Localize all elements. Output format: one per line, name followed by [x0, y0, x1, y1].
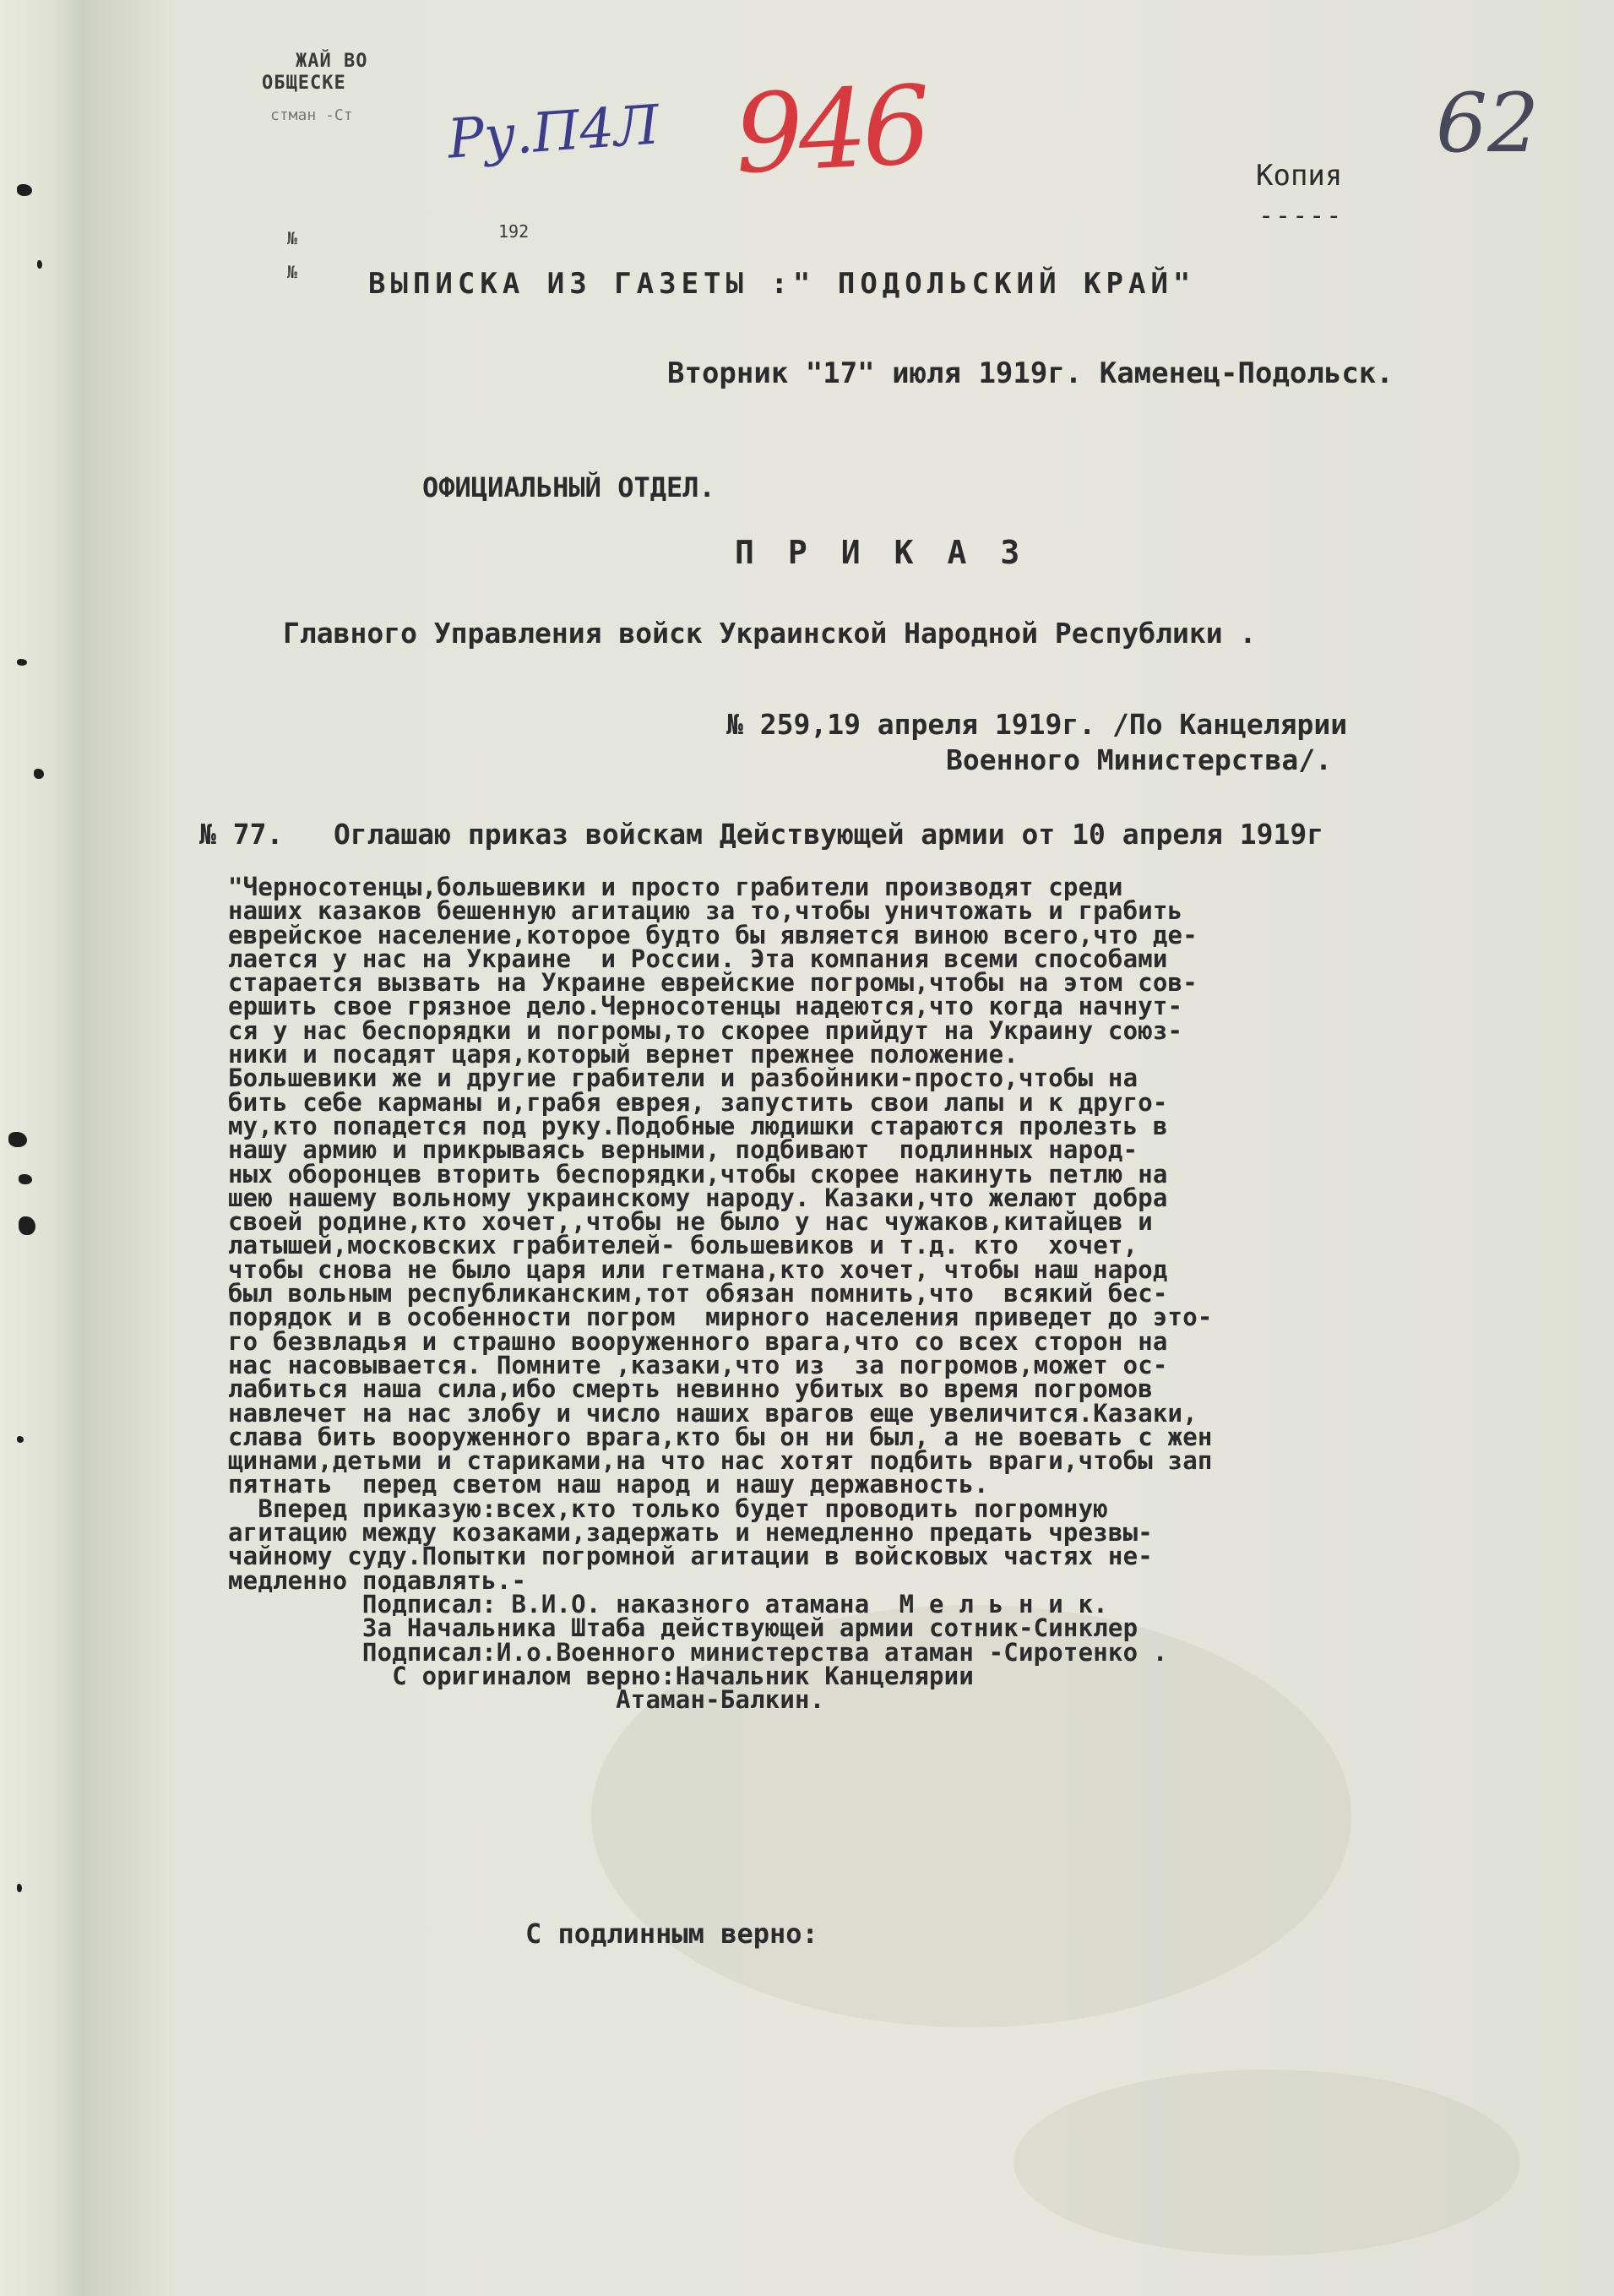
- body-line: медленно подавлять.-: [228, 1565, 527, 1595]
- punch-hole: [34, 769, 44, 779]
- body-line: навлечет на нас злобу и число наших врагов еще увеличится.Казаки,: [228, 1398, 1198, 1428]
- body-line: ных оборонцев вторить беспорядки,чтобы скорее накинуть петлю на: [228, 1159, 1168, 1189]
- punch-hole: [17, 1884, 22, 1892]
- handwritten-archive-number: 946: [731, 63, 930, 199]
- stamp-line: №: [287, 262, 298, 282]
- copy-underline: -----: [1258, 201, 1344, 231]
- body-line: нашу армию и прикрываясь верными, подбивают подлинных народ-: [228, 1135, 1138, 1165]
- handwritten-reference: Ру.П4Л: [445, 94, 661, 171]
- body-line: лабиться наша сила,ибо смерть невинно убитых во время погромов: [228, 1374, 1153, 1404]
- issuing-organization: Главного Управления войск Украинской Народной Республики .: [283, 617, 1257, 650]
- punch-hole: [17, 659, 27, 666]
- body-line: слава бить вооруженного врага,кто бы он ни был, а не воевать с жен: [228, 1422, 1213, 1451]
- body-line: ершить свое грязное дело.Черносотенцы надеются,что когда начнут-: [228, 992, 1183, 1021]
- body-line: чайному суду.Попытки погромной агитации в войсковых частях не-: [228, 1542, 1153, 1571]
- handwritten-page-number: 62: [1436, 76, 1540, 171]
- body-line: Атаман-Балкин.: [228, 1685, 825, 1715]
- scan-background: [0, 0, 84, 2296]
- certification-line: С подлинным верно:: [525, 1918, 818, 1950]
- stamp-line: ЖАЙ ВО: [296, 51, 368, 72]
- order-number: № 259,19 апреля 1919г. /По Канцелярии: [726, 708, 1348, 741]
- body-line: своей родине,кто хочет,,чтобы не было у нас чужаков,китайцев и: [228, 1207, 1153, 1237]
- punch-hole: [17, 184, 32, 196]
- body-line: пятнать перед светом наш народ и нашу державность.: [228, 1470, 989, 1499]
- body-line: шею нашему вольному украинскому народу. Казаки,что желают добра: [228, 1183, 1168, 1212]
- punch-hole: [8, 1132, 27, 1147]
- stamp-line: ОБЩЕСКЕ: [262, 73, 346, 94]
- body-line: му,кто попадется под руку.Подобные людишки стараются пролезть в: [228, 1111, 1168, 1140]
- stamp-line: №: [287, 228, 298, 248]
- body-line: бить себе карманы и,грабя еврея, запустить свои лапы и к друго-: [228, 1087, 1168, 1117]
- punch-hole: [19, 1216, 35, 1235]
- body-line: Большевики же и другие грабители и разбойники-просто,чтобы на: [228, 1064, 1138, 1093]
- punch-hole: [17, 1436, 24, 1443]
- body-line: ники и посадят царя,который вернет прежнее положение.: [228, 1040, 1019, 1069]
- body-line: агитацию между козаками,задержать и немедленно предать чрезвы-: [228, 1518, 1153, 1548]
- body-line: Вперед приказую:всех,кто только будет проводить погромную: [228, 1493, 1108, 1523]
- punch-hole: [37, 260, 42, 269]
- body-line: наших казаков бешенную агитацию за то,чтобы уничтожать и грабить: [228, 896, 1183, 926]
- order-lead-line: № 77. Оглашаю приказ войскам Действующей армии от 10 апреля 1919г: [199, 818, 1324, 851]
- body-line: щинами,детьми и стариками,на что нас хотят подбить враги,чтобы зап: [228, 1446, 1213, 1476]
- body-line: порядок и в особенности погром мирного населения приведет до это-: [228, 1303, 1213, 1332]
- body-line: "Черносотенцы,большевики и просто грабители производят среди: [228, 873, 1123, 901]
- body-line: ся у нас беспорядки и погромы,то скорее прийдут на Украину союз-: [228, 1015, 1183, 1045]
- body-line: Подписал:И.о.Военного министерства атаман -Сиротенко .: [228, 1637, 1168, 1667]
- stamp-line: 192: [498, 221, 530, 242]
- punch-hole: [19, 1174, 32, 1184]
- department-heading: ОФИЦИАЛЬНЫЙ ОТДЕЛ.: [422, 471, 715, 503]
- order-body: [228, 873, 1562, 1715]
- body-line: старается вызвать на Украине еврейские погромы,чтобы на этом сов-: [228, 968, 1198, 998]
- registration-stamp: [220, 51, 530, 282]
- body-line: лается у нас на Украине и России. Эта компания всеми способами: [228, 944, 1168, 973]
- copy-label: Копия: [1256, 159, 1343, 193]
- body-line: латышей,московских грабителей- большевиков и т.д. кто хочет,: [228, 1231, 1138, 1260]
- body-line: был вольным республиканским,тот обязан помнить,что всякий бес-: [228, 1279, 1168, 1309]
- document-title: ВЫПИСКА ИЗ ГАЗЕТЫ :" ПОДОЛЬСКИЙ КРАЙ": [368, 267, 1196, 301]
- body-line: чтобы снова не было царя или гетмана,кто хочет, чтобы наш народ: [228, 1254, 1168, 1284]
- order-number-continued: Военного Министерства/.: [946, 743, 1332, 776]
- body-line: С оригиналом верно:Начальник Канцелярии: [228, 1661, 974, 1690]
- body-line: еврейское население,которое будто бы является виною всего,что де-: [228, 920, 1198, 949]
- order-heading: ПРИКАЗ: [735, 534, 1054, 571]
- body-line: За Начальника Штаба действующей армии сотник-Синклер: [228, 1613, 1138, 1643]
- body-line: Подписал: В.И.О. наказного атамана М е л ь н и к.: [228, 1589, 1108, 1619]
- newspaper-date: Вторник "17" июля 1919г. Каменец-Подольск.: [667, 356, 1394, 390]
- body-line: го безвладья и страшно вооруженного врага,что со всех сторон на: [228, 1326, 1168, 1356]
- paper-stain: [1014, 2070, 1520, 2255]
- body-line: нас насовывается. Помните ,казаки,что из за погромов,может ос-: [228, 1350, 1168, 1379]
- stamp-line: стман -Ст: [270, 106, 353, 124]
